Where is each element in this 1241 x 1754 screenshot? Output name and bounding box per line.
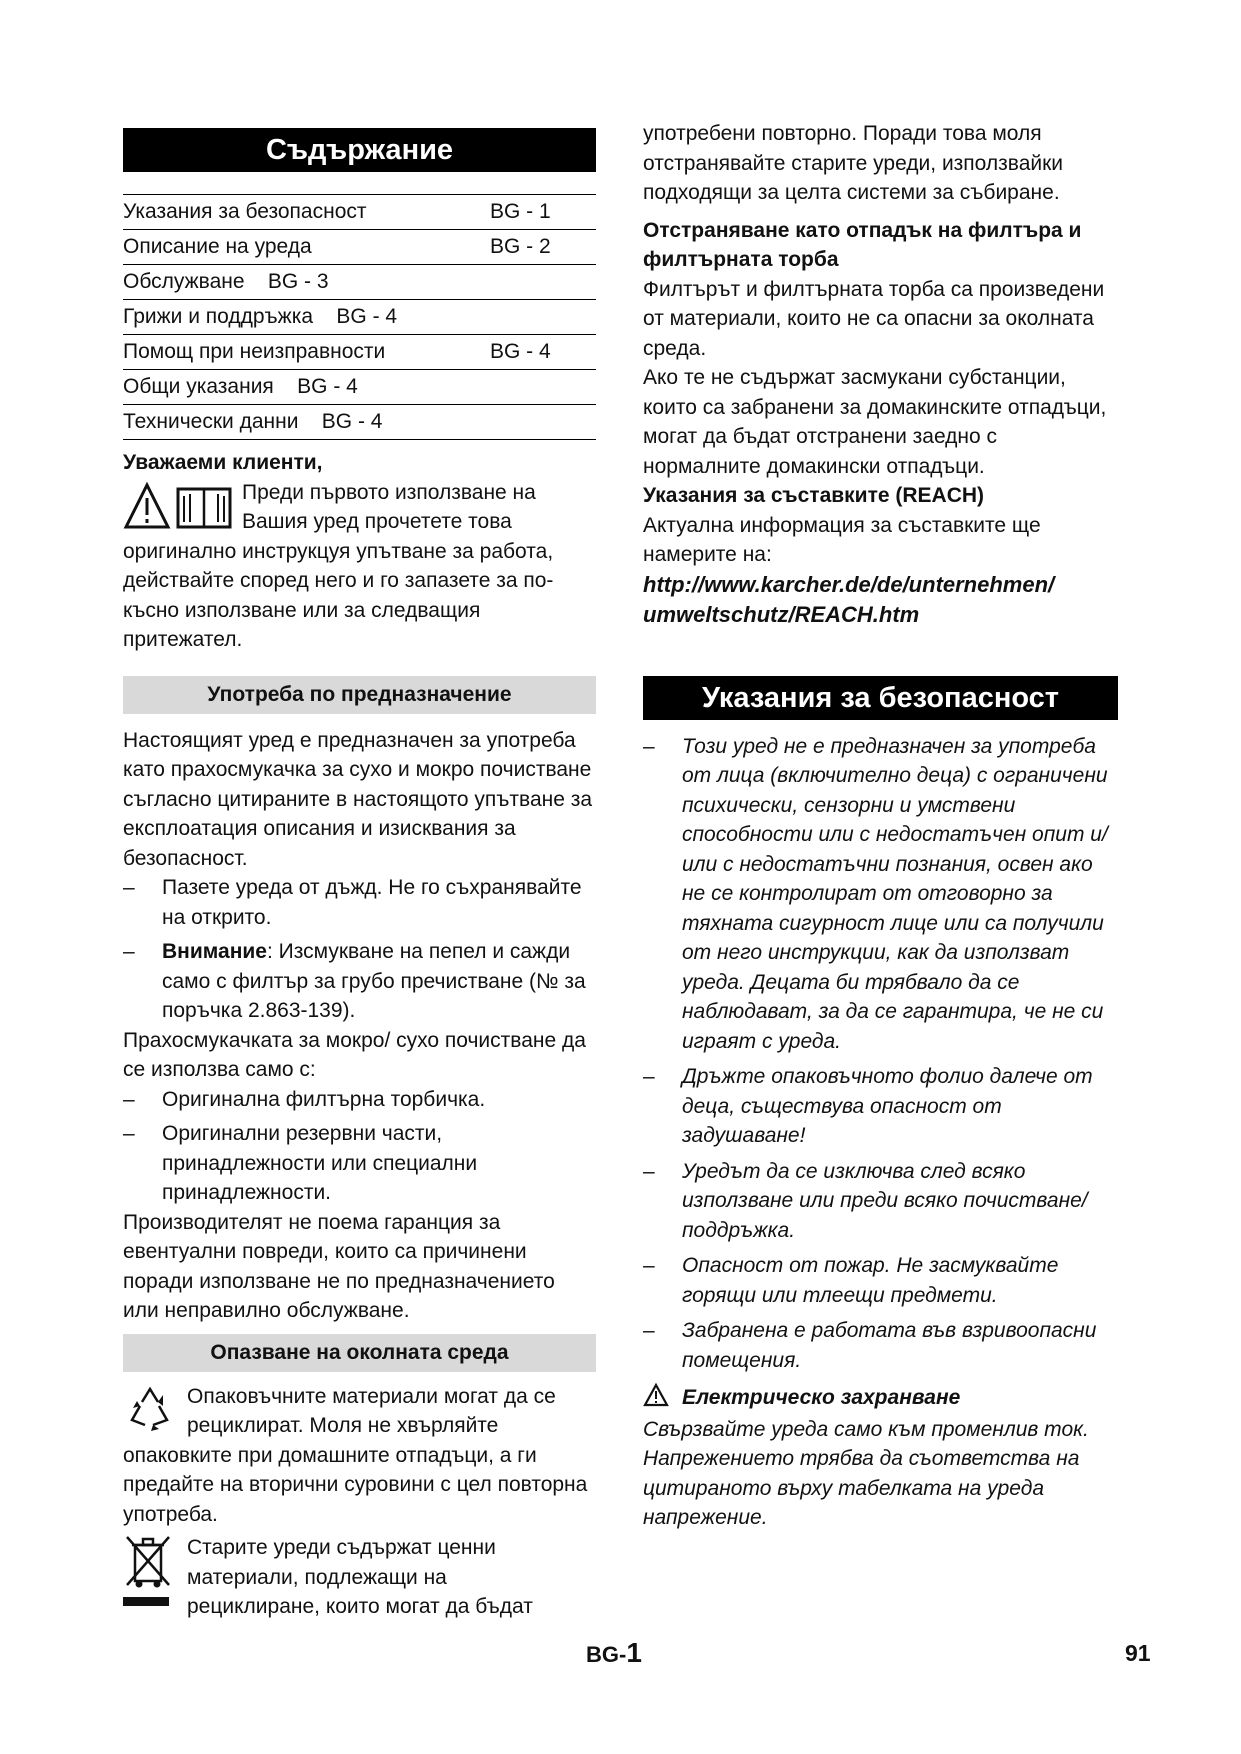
weee-line: материали, подлежащи на xyxy=(187,1565,447,1589)
weee-line: рециклиране, които могат да бъдат xyxy=(187,1595,533,1618)
list-item-text: Опасност от пожар. Не засмуквайте горящи или тлеещи предмети. xyxy=(682,1254,1059,1307)
reach-text: Актуална информация за съставките ще намерите на: xyxy=(643,513,1041,566)
toc-label: Обслужване BG - 3 xyxy=(123,270,329,293)
intro-line: Вашия уред прочетете това xyxy=(242,510,512,533)
warranty-text: Производителят не поема гаранция за евентуални повреди, които са причинени поради използване не по предназначението или неправилно обслужване. xyxy=(123,1210,555,1322)
table-of-contents xyxy=(123,194,596,440)
attention-label: Внимание xyxy=(162,940,267,963)
environment-title: Опазване на околната среда xyxy=(123,1334,596,1372)
list-item: – Този уред не е предназначен за употреба от лица (включително деца) с ограничени психически, сензорни и умствени способности или с недостатъчен опит и/или с недостатъчни познания, освен ако не се контролират от отговорно за тяхната сигурност лице или са получили от него инструкции, как да използват уреда. Децата би трябвало да се наблюдават, за да се гарантира, че не си играят с уреда. xyxy=(643,732,1118,1057)
list-item-text: Уредът да се изключва след всяко използване или преди всяко почистване/ поддръжка. xyxy=(682,1159,1088,1242)
electric-heading-row xyxy=(643,1383,1118,1413)
toc-page xyxy=(490,405,596,439)
filter-heading: Отстраняване като отпадък на филтъра и филтърната торба xyxy=(643,218,1082,271)
intended-use-text: Настоящият уред е предназначен за употреба като прахосмукачка за сухо и мокро почистване съгласно цитираните в настоящото упътване за експлоатация описания и изисквания за безопасност. xyxy=(123,728,593,870)
reach-link[interactable] xyxy=(643,570,1118,630)
disposal-text: употребени повторно. Поради това моля отстранявайте старите уреди, използвайки подходящи за целта системи за събиране. xyxy=(643,122,1064,204)
electric-text: Свързвайте уреда само към променлив ток. Напрежението трябва да съответства на цитираното върху табелката на уреда напрежение. xyxy=(643,1417,1089,1529)
reach-link-part: http://www.karcher.de/de/unternehmen/ xyxy=(643,571,1055,597)
left-column xyxy=(123,128,596,1622)
page-code-number: 1 xyxy=(626,1637,642,1668)
recycling-icon xyxy=(123,1382,187,1441)
recycling-line: Опаковъчните материали могат да се xyxy=(187,1384,556,1408)
list-item-text xyxy=(162,937,596,1026)
right-column xyxy=(643,119,1118,1533)
list-item: – Внимание: Изсмукване на пепел и сажди само с филтър за грубо пречистване (№ за поръчка 2.863-139). xyxy=(123,937,596,1026)
safety-list xyxy=(643,732,1118,1376)
attention-text: : Изсмукване на пепел и сажди само с филтър за грубо пречистване (№ за поръчка 2.863-139). xyxy=(162,940,586,1022)
toc-label: Общи указания BG - 4 xyxy=(123,375,358,398)
weee-line: Старите уреди съдържат ценни xyxy=(187,1536,496,1559)
greeting: Уважаеми клиенти, xyxy=(123,451,323,474)
recycling-line: рециклират. Моля не хвърляйте xyxy=(187,1414,499,1437)
toc-page: BG - 4 xyxy=(490,340,551,363)
page-code-prefix: BG- xyxy=(586,1642,627,1667)
list-item-text: Пазете уреда от дъжд. Не го съхранявайте на открито. xyxy=(162,876,582,929)
list-item: – Опасност от пожар. Не засмуквайте горящи или тлеещи предмети. xyxy=(643,1251,1118,1310)
page-code xyxy=(586,1637,642,1669)
toc-label: Технически данни BG - 4 xyxy=(123,410,383,433)
intro-text: оригинално инструкцуя упътване за работа, действайте според него и го запазете за по-късно използване или за следващия притежател. xyxy=(123,539,554,651)
recycling-row xyxy=(123,1382,596,1441)
toc-row[interactable] xyxy=(123,265,596,300)
filter-text: Филтърът и филтърната торба са произведени от материали, които не са опасни за околната среда. xyxy=(643,277,1105,360)
list-item: – Оригинални резервни части, принадлежности или специални принадлежности. xyxy=(123,1119,596,1208)
list-item-text: Оригинална филтърна торбичка. xyxy=(162,1087,486,1111)
toc-label: Указания за безопасност xyxy=(123,200,367,223)
list-item-text: Оригинални резервни части, принадлежности или специални принадлежности. xyxy=(162,1122,478,1204)
intended-use-title: Употреба по предназначение xyxy=(123,676,596,714)
electric-heading: Електрическо захранване xyxy=(682,1386,961,1409)
toc-label: Помощ при неизправности xyxy=(123,340,386,363)
toc-page: BG - 1 xyxy=(490,200,551,223)
toc-page xyxy=(490,370,596,404)
list-item-text: Дръжте опаковъчното фолио далече от деца, съществува опасност от задушаване! xyxy=(682,1065,1093,1147)
usage-text: Прахосмукачката за мокро/ сухо почистване да се използва само с: xyxy=(123,1028,586,1081)
list-item: – Уредът да се изключва след всяко използване или преди всяко почистване/ поддръжка. xyxy=(643,1157,1118,1246)
intro-warning xyxy=(123,478,596,537)
page-number: 91 xyxy=(1125,1640,1151,1666)
safety-title: Указания за безопасност xyxy=(643,676,1118,720)
list-item: – Дръжте опаковъчното фолио далече от деца, съществува опасност от задушаване! xyxy=(643,1062,1118,1151)
toc-row[interactable] xyxy=(123,335,596,370)
filter-text: Ако те не съдържат засмукани субстанции, които са забранени за домакинските отпадъци, могат да бъдат отстранени заедно с нормалните домакински отпадъци. xyxy=(643,366,1107,478)
crossed-bin-icon xyxy=(123,1533,187,1622)
toc-page: BG - 2 xyxy=(490,235,551,258)
list-item: – Пазете уреда от дъжд. Не го съхранявайте на открито. xyxy=(123,873,596,932)
toc-row[interactable] xyxy=(123,370,596,405)
weee-row xyxy=(123,1533,596,1622)
warning-manual-icon xyxy=(123,478,242,537)
list-item: – Оригинална филтърна торбичка. xyxy=(123,1085,596,1115)
toc-label: Грижи и поддръжка BG - 4 xyxy=(123,305,398,328)
toc-page xyxy=(490,265,596,299)
toc-row[interactable] xyxy=(123,230,596,265)
toc-page xyxy=(490,300,596,334)
toc-title: Съдържание xyxy=(123,128,596,172)
toc-row[interactable] xyxy=(123,405,596,440)
toc-label: Описание на уреда xyxy=(123,235,312,258)
reach-heading: Указания за съставките (REACH) xyxy=(643,484,985,507)
list-item-text: Този уред не е предназначен за употреба от лица (включително деца) с ограничени психически, сензорни и умствени способности или с недостатъчен опит и/или с недостатъчни познания, освен ако не се контролират от отговорно за тяхната сигурност лице или са получили от него инструкции, как да използват уреда. Децата би трябвало да се наблюдават, за да се гарантира, че не си играят с уреда. xyxy=(682,734,1108,1053)
warning-icon xyxy=(643,1383,682,1412)
intro-line: Преди първото използване на xyxy=(242,480,536,504)
recycling-text: опаковките при домашните отпадъци, а ги предайте на вторични суровини с цел повторна употреба. xyxy=(123,1443,588,1526)
toc-row[interactable] xyxy=(123,300,596,335)
list-item: – Забранена е работата във взривоопасни помещения. xyxy=(643,1316,1118,1375)
reach-link-part: umweltschutz/REACH.htm xyxy=(643,601,920,627)
list-item-text: Забранена е работата във взривоопасни помещения. xyxy=(682,1319,1097,1372)
toc-row[interactable] xyxy=(123,195,596,230)
